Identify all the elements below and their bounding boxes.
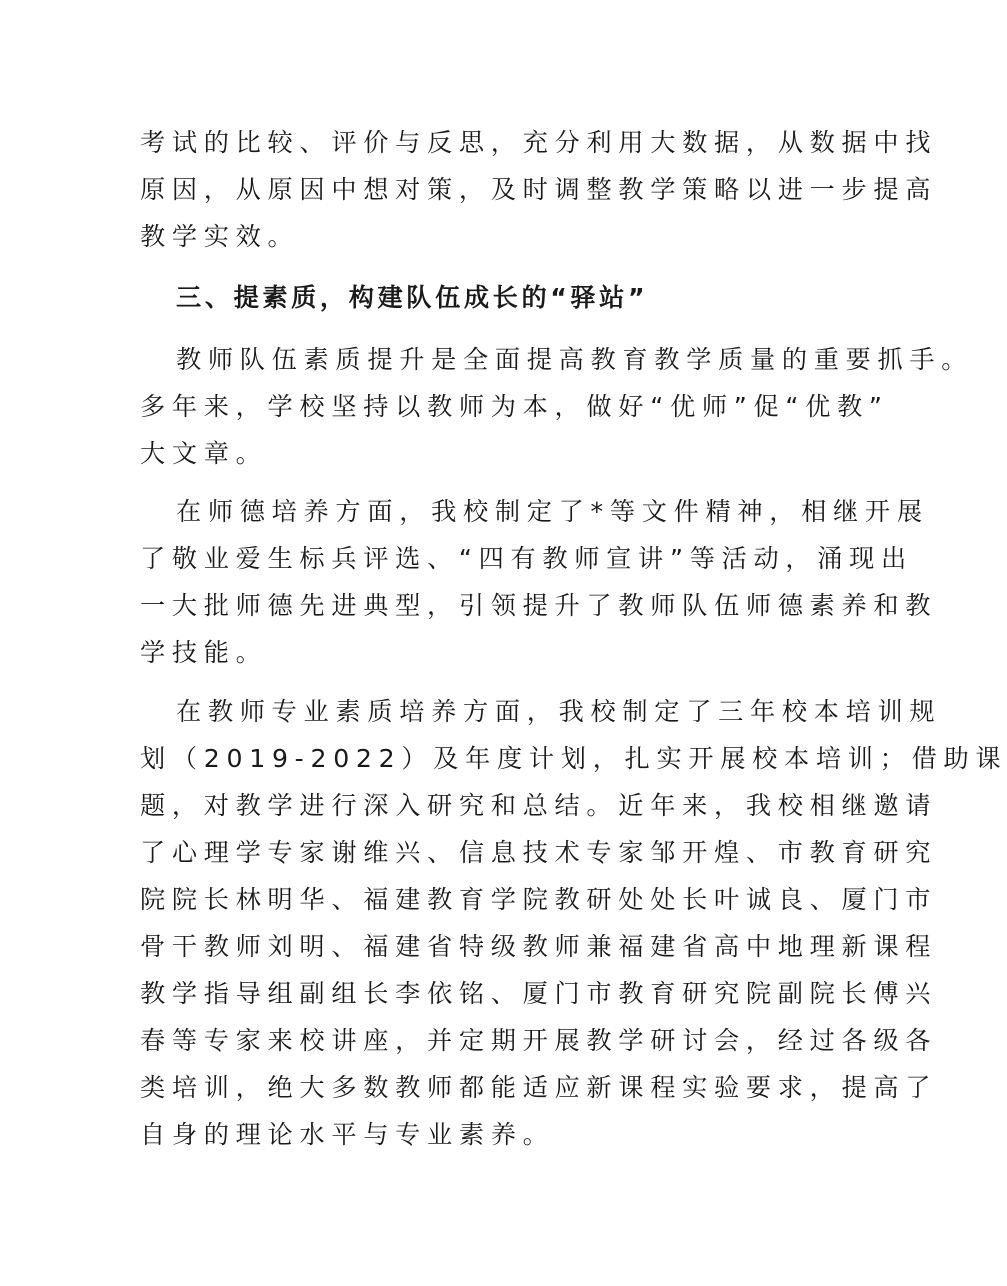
paragraph-line: 教师队伍素质提升是全面提高教育教学质量的重要抓手。 (176, 345, 974, 374)
paragraph-line: 学技能。 (140, 638, 268, 667)
paragraph-line: 在师德培养方面，我校制定了*等文件精神，相继开展 (176, 497, 929, 526)
section-heading: 三、提素质，构建队伍成长的“驿站” (176, 283, 649, 312)
paragraph-line: 一大批师德先进典型，引领提升了教师队伍师德素养和教 (140, 591, 938, 620)
paragraph-line: 多年来，学校坚持以教师为本，做好“优师”促“优教” (140, 392, 889, 421)
paragraph-line: 自身的理论水平与专业素养。 (140, 1120, 555, 1149)
paragraph-line: 了心理学专家谢维兴、信息技术专家邹开煌、市教育研究 (140, 838, 938, 867)
paragraph-line: 春等专家来校讲座，并定期开展教学研讨会，经过各级各 (140, 1026, 938, 1055)
paragraph-line: 骨干教师刘明、福建省特级教师兼福建省高中地理新课程 (140, 932, 938, 961)
paragraph-line: 了敬业爱生标兵评选、“四有教师宣讲”等活动，涌现出 (140, 544, 913, 573)
paragraph-line: 院院长林明华、福建教育学院教研处处长叶诚良、厦门市 (140, 885, 938, 914)
text-line: 原因，从原因中想对策，及时调整教学策略以进一步提高 (140, 175, 938, 204)
paragraph-line: 划（2019-2022）及年度计划，扎实开展校本培训；借助课 (140, 744, 1007, 773)
paragraph-line: 类培训，绝大多数教师都能适应新课程实验要求，提高了 (140, 1073, 938, 1102)
paragraph-line: 在教师专业素质培养方面，我校制定了三年校本培训规 (176, 697, 942, 726)
text-line: 考试的比较、评价与反思，充分利用大数据，从数据中找 (140, 128, 938, 157)
paragraph-line: 大文章。 (140, 439, 268, 468)
paragraph-line: 题，对教学进行深入研究和总结。近年来，我校相继邀请 (140, 791, 938, 820)
text-line: 教学实效。 (140, 222, 300, 251)
paragraph-line: 教学指导组副组长李依铭、厦门市教育研究院副院长傅兴 (140, 979, 938, 1008)
